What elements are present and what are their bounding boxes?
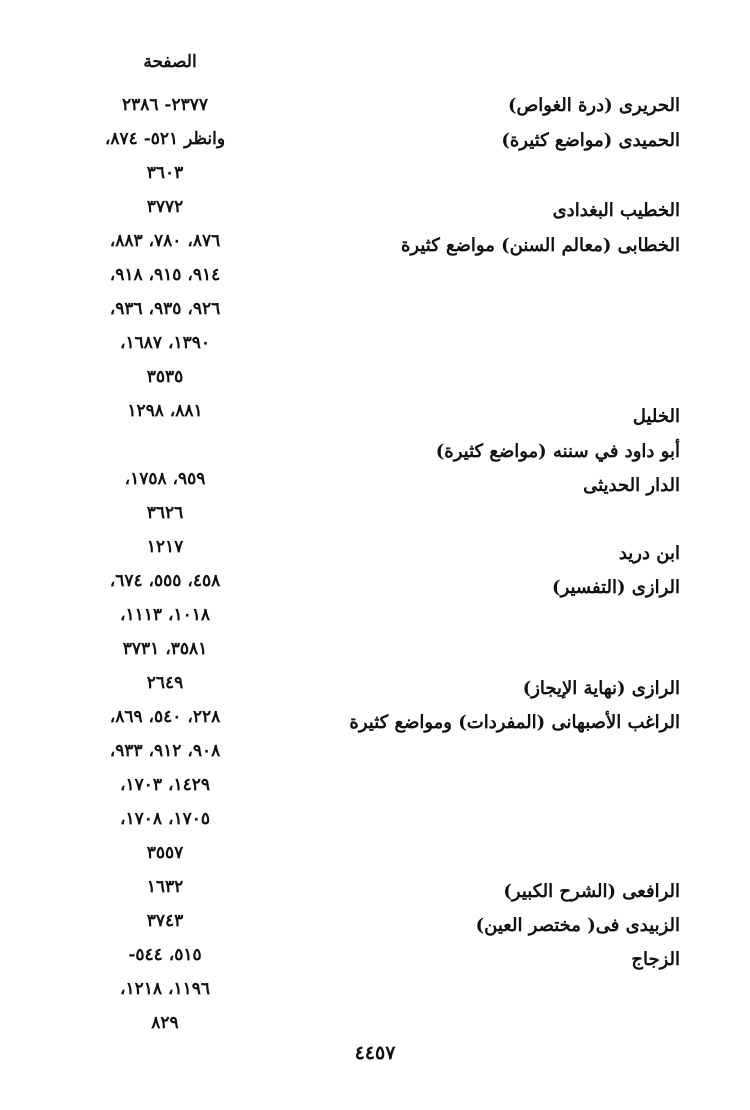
page-numbers-row: ١٦٣٢ [146,877,184,897]
page-numbers-row: ٤٥٨، ٥٥٥، ٦٧٤، [109,571,221,591]
name-entry: ابن دريد [618,543,680,564]
page-numbers-row: ٩٢٦، ٩٣٥، ٩٣٦، [109,299,221,319]
page-numbers-row: ٣٧٤٣ [146,911,184,931]
page-numbers-row: ٣٥٣٥ [146,367,184,387]
name-entry: الخطيب البغدادى [552,200,680,221]
page-numbers-row: ٣٥٨١، ٣٧٣١ [122,639,208,659]
page-numbers-row: ٣٥٥٧ [146,843,184,863]
name-entry: الخليل [632,406,680,427]
page-numbers-row: ٢٦٤٩ [146,673,184,693]
name-entry: الحميدى (مواضع كثيرة) [501,130,680,151]
name-entry: الدار الحديثى [583,475,680,496]
page-numbers-row: ٩٥٩، ١٧٥٨، [124,469,206,489]
page-numbers-row: ٣٦٢٦ [146,503,184,523]
name-entry: الرازى (التفسير) [552,577,680,598]
name-entry: أبو داود في سننه (مواضع كثيرة) [435,441,680,462]
page-numbers-row: وانظر ٥٢١- ٨٧٤، [104,129,226,149]
name-entry: الخطابى (معالم السنن) مواضع كثيرة [400,235,680,256]
page-numbers-row: ٩٠٨، ٩١٢، ٩٣٣، [109,741,221,761]
footer-page-number: ٤٤٥٧ [354,1042,396,1064]
page-numbers-row [40,428,290,462]
page-column-title: الصفحة [143,52,197,72]
page-numbers-row: ٢٣٧٧- ٢٣٨٦ [121,95,209,115]
page-numbers-row: ١٣٩٠، ١٦٨٧، [120,333,210,353]
page-numbers-row: ٨٨١، ١٢٩٨ [127,401,203,421]
name-entry: الزجاج [631,949,680,970]
name-entry: الرازى (نهاية الإيجاز) [522,678,680,699]
page-numbers-row: ١٤٢٩، ١٧٠٣، [120,775,210,795]
name-entry: الزبيدى فى( مختصر العين) [475,915,680,936]
name-entry: الراغب الأصبهانى (المفردات) ومواضع كثيرة [349,712,680,733]
name-entry: الحريرى (درة الغواص) [507,95,680,116]
page-numbers-row: ١١٩٦، ١٢١٨، [120,979,210,999]
name-entry: الرافعى (الشرح الكبير) [503,881,680,902]
page-numbers-row: ٩١٤، ٩١٥، ٩١٨، [109,265,221,285]
page-numbers-row: ٣٦٠٣ [146,163,184,183]
page-numbers-row: ١٠١٨، ١١١٣، [120,605,210,625]
page-numbers-row: ٨٢٩ [151,1013,179,1033]
page-numbers-row: ٥١٥، ٥٤٤- [128,945,202,965]
page-numbers-row: ٨٧٦، ٧٨٠، ٨٨٣، [109,231,221,251]
page-numbers-row: ٢٢٨، ٥٤٠، ٨٦٩، [109,707,221,727]
page-numbers-row: ١٢١٧ [146,537,184,557]
page-numbers-row: ١٧٠٥، ١٧٠٨، [120,809,210,829]
page-numbers-row: ٣٧٧٢ [146,197,184,217]
page-numbers-column [40,88,290,1040]
